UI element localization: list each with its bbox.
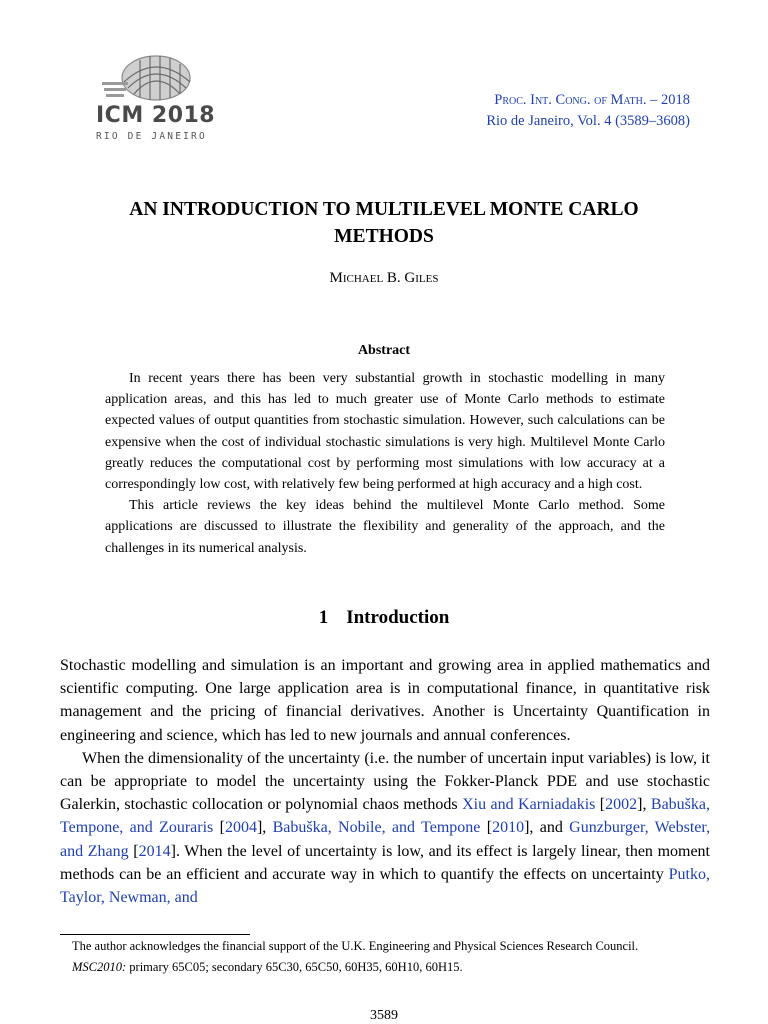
abstract-body	[105, 368, 665, 559]
citation-babuska-nobile-tempone[interactable]: Babuška, Nobile, and Tempone	[272, 819, 481, 837]
body-paragraph-2	[60, 747, 710, 909]
text-run: ],	[256, 819, 273, 837]
msc-codes: primary 65C05; secondary 65C30, 65C50, 60H35, 60H10, 60H15.	[126, 960, 463, 974]
text-run: [	[213, 819, 225, 837]
text-run: [	[595, 796, 606, 814]
proceedings-name: Proc. Int. Cong. of Math.	[494, 92, 647, 108]
logo-title: ICM 2018	[96, 103, 216, 128]
author-name: Michael B. Giles	[329, 270, 439, 286]
text-run: ],	[637, 796, 651, 814]
citation-year-2002[interactable]: 2002	[605, 796, 638, 814]
text-run: When the dimensionality of the uncertainty (i.e. the number of uncertain input variables) is low, it can be appropriate to model the uncertainty using the Fokker-Planck PDE and use stochastic Galerkin, stochastic collocation or polynomial chaos methods	[60, 749, 710, 814]
citation-year-2010[interactable]: 2010	[492, 819, 525, 837]
page-number: 3589	[370, 1008, 398, 1023]
abstract-heading: Abstract	[357, 343, 411, 358]
title-line-2: METHODS	[334, 226, 434, 247]
citation-babuska-tempone-zouraris[interactable]: Babuška, Tempone, and Zouraris	[60, 796, 710, 837]
proceedings-volume: Rio de Janeiro, Vol. 4 (3589–3608)	[486, 113, 690, 129]
citation-year-2014[interactable]: 2014	[138, 842, 171, 860]
section-number: 1	[318, 607, 329, 628]
footnote-msc	[60, 959, 710, 976]
section-title: Introduction	[346, 607, 450, 628]
section-heading	[60, 607, 708, 629]
text-run: [	[128, 842, 139, 860]
text-run: ]. When the level of uncertainty is low, and its effect is largely linear, then moment methods can be an efficient and accurate way in which to quantify the effects on uncertainty	[60, 842, 711, 883]
citation-gunzburger-webster-zhang[interactable]: Gunzburger, Webster, and Zhang	[60, 819, 711, 860]
footnote-acknowledgement: The author acknowledges the financial support of the U.K. Engineering and Physical Sciences Research Council.	[72, 939, 639, 953]
proceedings-line	[486, 90, 690, 111]
proceedings-header	[486, 90, 690, 132]
abstract-paragraph-2: This article reviews the key ideas behind the multilevel Monte Carlo method. Some applications are discussed to illustrate the flexibility and generality of the approach, and the challenges in its numerical analysis.	[105, 498, 665, 556]
body-text	[60, 654, 710, 909]
abstract-paragraph-1: In recent years there has been very substantial growth in stochastic modelling in many application areas, and this has led to much greater use of Monte Carlo methods to estimate expected values of output quantities from stochastic simulation. However, such calculations can be expensive when the cost of individual stochastic simulations is very high. Multilevel Monte Carlo greatly reduces the computational cost by performing most simulations with low accuracy at a correspondingly low cost, with relatively few being performed at high accuracy and a high cost.	[105, 371, 665, 493]
text-run: ], and	[524, 819, 570, 837]
footnote-rule	[60, 934, 250, 935]
title-line-1: AN INTRODUCTION TO MULTILEVEL MONTE CARLO	[129, 199, 639, 220]
msc-label: MSC2010:	[72, 960, 127, 974]
body-paragraph-1: Stochastic modelling and simulation is an important and growing area in applied mathematics and scientific computing. One large application area is in computational finance, in quantitative risk management and the pricing of financial derivatives. Another is Uncertainty Quantification in engineering and science, which has led to new journals and annual conferences.	[60, 657, 710, 744]
proceedings-year: – 2018	[646, 92, 690, 108]
citation-xiu-karniadakis[interactable]: Xiu and Karniadakis	[462, 796, 596, 814]
text-run: [	[480, 819, 493, 837]
citation-putko-taylor-newman[interactable]: Putko, Taylor, Newman, and	[60, 865, 710, 907]
citation-year-2004[interactable]: 2004	[224, 819, 257, 837]
icm-logo-graphic-icon	[94, 52, 206, 104]
footnote	[60, 938, 710, 976]
paper-title	[60, 196, 708, 250]
logo-subtitle: RIO DE JANEIRO	[96, 131, 207, 142]
